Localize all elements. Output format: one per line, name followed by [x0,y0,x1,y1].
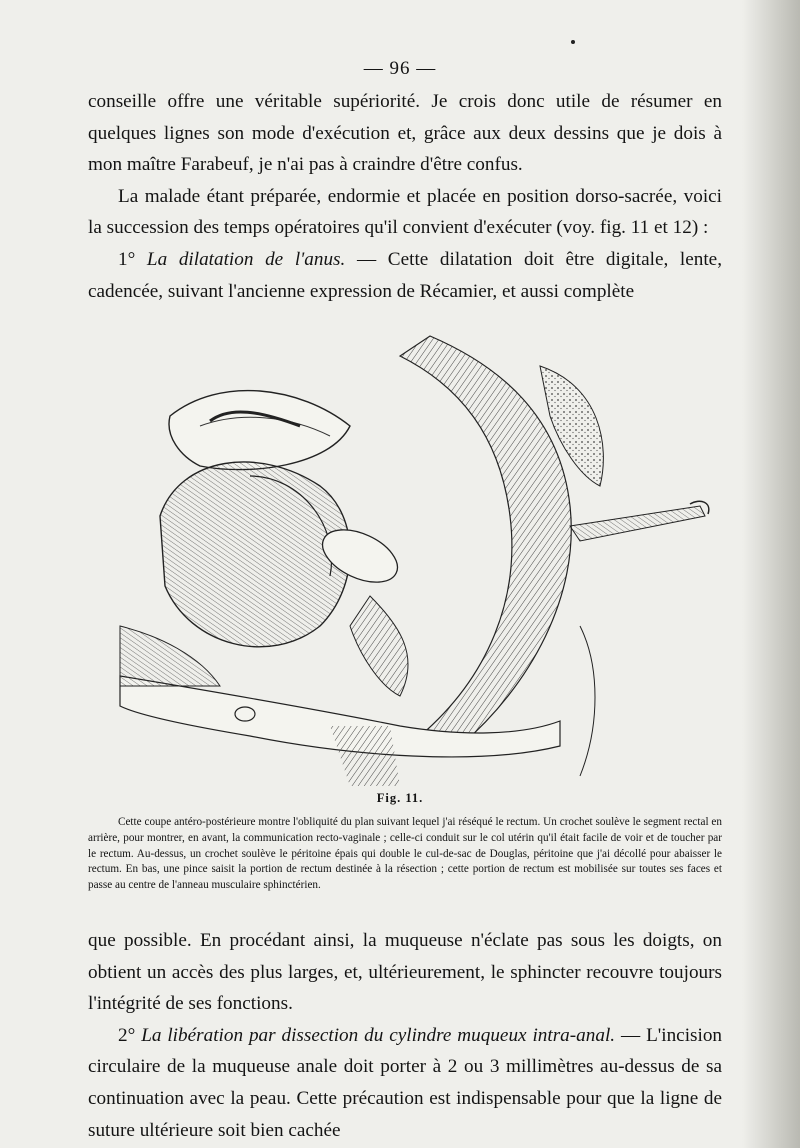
step-heading: La dilatation de l'anus. [146,248,346,270]
top-text-block [88,86,722,307]
anatomical-engraving [100,326,712,788]
paragraph-dilatation [88,244,722,307]
step-number: 1° [118,248,136,270]
figure-caption [88,815,722,894]
step-heading-2: La libération par dissection du cylindre muqueux intra-anal. [141,1024,616,1046]
anatomical-figure [100,326,712,788]
paragraph-continuation: conseille offre une véritable supériorité. Je crois donc utile de résumer en quelques lignes son mode d'exécution et, grâce aux deux dessins que je dois à mon maître Farabeuf, je n'ai pas à craindre d'être confus. [88,91,722,176]
figure-label: Fig. 11. [376,791,424,805]
paragraph-liberation [88,1020,722,1146]
step-text-2: — L'incision circulaire de la muqueuse anale doit porter à 2 ou 3 millimètres au-dessus de sa continuation avec la peau. Cette précaution est indispensable pour que la ligne de suture ultérieure soit bien cachée [88,1024,723,1141]
step-text: — Cette dilatation doit être digitale, lente, cadencée, suivant l'ancienne expression de Récamier, et aussi complète [88,248,722,302]
bottom-text-block [88,925,722,1146]
ink-speck [571,40,575,44]
page-edge-shadow [742,0,800,1148]
step-number-2: 2° [118,1024,136,1046]
paragraph-continuation-2: que possible. En procédant ainsi, la muqueuse n'éclate pas sous les doigts, on obtient un accès des plus larges, et, ultérieurement, le sphincter recouvre toujours l'intégrité de ses fonctions. [88,930,722,1015]
paragraph-preparation: La malade étant préparée, endormie et placée en position dorso-sacrée, voici la succession des temps opératoires qu'il convient d'exécuter (voy. fig. 11 et 12) : [88,185,722,239]
page-number: — 96 — [363,58,437,79]
caption-text: Cette coupe antéro-postérieure montre l'obliquité du plan suivant lequel j'ai réséqué le rectum. Un crochet soulève le segment rectal en arrière, pour montrer, en avant, la communication recto-vaginale ; celle-ci conduit sur le col utérin qu'il était facile de voir et de toucher par le rectum. Au-dessus, un crochet soulève le péritoine épais qui double le cul-de-sac de Douglas, péritoine que j'ai décollé pour abaisser le rectum. En bas, une pince saisit la portion de rectum destinée à la résection ; cette portion de rectum est mobilisée sur toutes ses faces et passe au centre de l'anneau musculaire sphinctérien. [88,816,722,892]
